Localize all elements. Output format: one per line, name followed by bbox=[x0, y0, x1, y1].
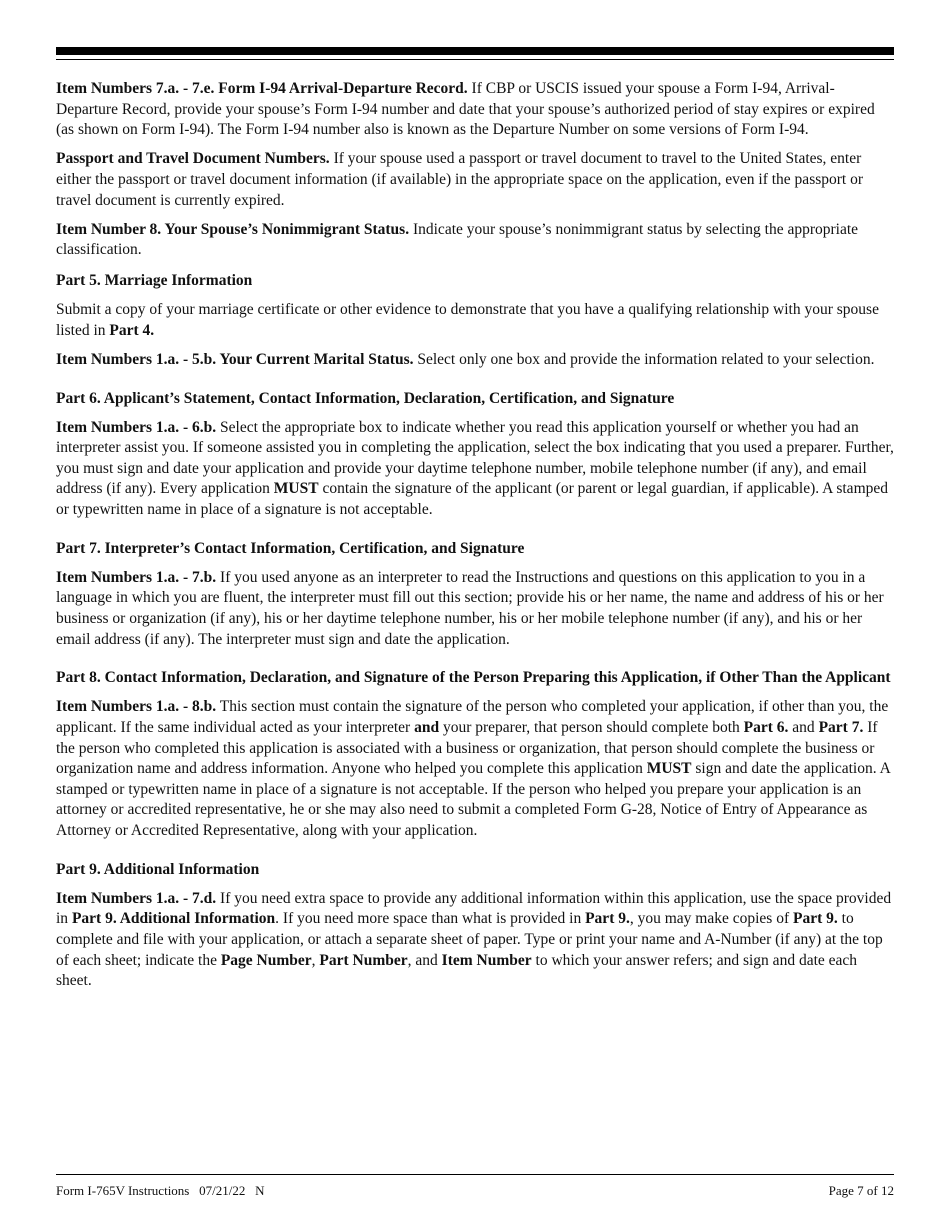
bold-text: Item Number bbox=[441, 951, 532, 969]
text-run: If the person who completed this application is associated with a business or organization, that person should complete the business or organization name and address information. Anyone who helped you complete this application bbox=[56, 719, 878, 778]
text-run: This section must contain the signature of the person who completed your application, if other than you, the applicant. If the same individual acted as your interpreter bbox=[56, 698, 889, 736]
bold-text: Part Number bbox=[319, 951, 408, 969]
text-run: , bbox=[311, 951, 320, 969]
paragraph bbox=[56, 79, 896, 141]
footer-form-id: Form I-765V Instructions 07/21/22 N bbox=[56, 1183, 265, 1198]
bold-text: Part 9. bbox=[793, 910, 838, 928]
paragraph bbox=[56, 350, 896, 371]
section-heading: Part 7. Interpreter’s Contact Information, Certification, and Signature bbox=[56, 539, 525, 557]
text-run: . If you need more space than what is provided in bbox=[275, 910, 586, 928]
text-run: , and bbox=[407, 951, 442, 969]
bold-text: Part 4. bbox=[109, 321, 155, 339]
paragraph bbox=[56, 889, 896, 992]
text-run: If your spouse used a passport or travel document to travel to the United States, enter either the passport or travel document information (if available) in the appropriate space on the application, even if the passport or travel document is currently expired. bbox=[56, 150, 864, 209]
footer-page-number: Page 7 of 12 bbox=[828, 1183, 894, 1198]
bold-text: MUST bbox=[273, 480, 319, 498]
bold-text: MUST bbox=[646, 760, 692, 778]
text-run: to which your answer refers; and sign and date each sheet. bbox=[56, 951, 858, 990]
bold-text: Page Number bbox=[220, 951, 312, 969]
header-rule-thin bbox=[56, 59, 894, 60]
bold-text: Part 9. bbox=[585, 910, 630, 928]
document-body bbox=[56, 79, 896, 1000]
text-run: sign and date the application. A stamped or typewritten name in place of a signature is not acceptable. If the person who helped you prepare your application is an attorney or accredited representative, he or she may also need to submit a completed Form G-28, Notice of Entry of Appearance as Attorney or Accredited Representative, along with your application. bbox=[56, 760, 890, 839]
section-heading: Part 6. Applicant’s Statement, Contact Information, Declaration, Certification, and Signature bbox=[56, 389, 675, 407]
section-heading: Part 9. Additional Information bbox=[56, 860, 260, 878]
text-run: If CBP or USCIS issued your spouse a Form I-94, Arrival-Departure Record, provide your spouse’s Form I-94 number and date that your spouse’s authorized period of stay expires or expired (as shown on Form I-94). The Form I-94 number also is known as the Departure Number on some versions of Form I-94. bbox=[56, 80, 875, 139]
paragraph bbox=[56, 149, 896, 211]
bold-text: Part 6. bbox=[743, 719, 789, 736]
text-run: and bbox=[788, 719, 819, 736]
bold-text: Part 9. Additional Information bbox=[71, 910, 276, 928]
bold-text: Item Numbers 7.a. - 7.e. Form I-94 Arrival-Departure Record. bbox=[56, 80, 468, 97]
paragraph bbox=[56, 697, 896, 841]
text-run: contain the signature of the applicant (or parent or legal guardian, if applicable). A stamped or typewritten name in place of a signature is not acceptable. bbox=[56, 480, 888, 519]
header-rule-thick bbox=[56, 47, 894, 55]
text-run: If you used anyone as an interpreter to read the Instructions and questions on this application to you in a language in which you are fluent, the interpreter must fill out this section; provide his or her name, the name and address of his or her business or organization (if any), his or her daytime telephone number, his or her mobile telephone number (if any), and his or her email address (if any). The interpreter must sign and date the application. bbox=[56, 568, 884, 648]
text-run: Indicate your spouse’s nonimmigrant status by selecting the appropriate classification. bbox=[56, 220, 859, 259]
paragraph bbox=[56, 300, 896, 341]
text-run: Select the appropriate box to indicate whether you read this application yourself or whether you had an interpreter assist you. If someone assisted you in completing the application, select the box indicating that you used a preparer. Further, you must sign and date your application and provide your daytime telephone number, mobile telephone number (if any), and email address (if any). Every application bbox=[56, 418, 894, 498]
paragraph bbox=[56, 568, 896, 650]
bold-text: Item Numbers 1.a. - 8.b. bbox=[56, 698, 217, 716]
bold-text: Item Number 8. Your Spouse’s Nonimmigrant Status. bbox=[56, 220, 410, 238]
text-run: your preparer, that person should complete both bbox=[439, 719, 744, 736]
text-run: to complete and file with your application, or attach a separate sheet of paper. Type or print your name and A-Number (if any) at the top of each sheet; indicate the bbox=[56, 910, 883, 969]
bold-text: Item Numbers 1.a. - 7.b. bbox=[56, 568, 217, 586]
text-run: , you may make copies of bbox=[629, 910, 793, 928]
bold-text: Item Numbers 1.a. - 7.d. bbox=[56, 889, 217, 907]
footer-rule bbox=[56, 1174, 894, 1175]
bold-text: and bbox=[414, 719, 440, 736]
paragraph bbox=[56, 418, 896, 521]
section-heading: Part 8. Contact Information, Declaration, and Signature of the Person Preparing this Application, if Other Than the Applicant bbox=[56, 669, 891, 687]
bold-text: Item Numbers 1.a. - 6.b. bbox=[56, 418, 217, 436]
text-run: Select only one box and provide the information related to your selection. bbox=[413, 350, 875, 368]
paragraph bbox=[56, 220, 896, 261]
bold-text: Passport and Travel Document Numbers. bbox=[56, 150, 330, 168]
section-heading: Part 5. Marriage Information bbox=[56, 271, 253, 289]
text-run: If you need extra space to provide any additional information within this application, use the space provided in bbox=[56, 889, 892, 928]
bold-text: Item Numbers 1.a. - 5.b. Your Current Marital Status. bbox=[56, 350, 414, 368]
bold-text: Part 7. bbox=[818, 719, 864, 736]
text-run: Submit a copy of your marriage certificate or other evidence to demonstrate that you have a qualifying relationship with your spouse listed in bbox=[56, 301, 879, 339]
